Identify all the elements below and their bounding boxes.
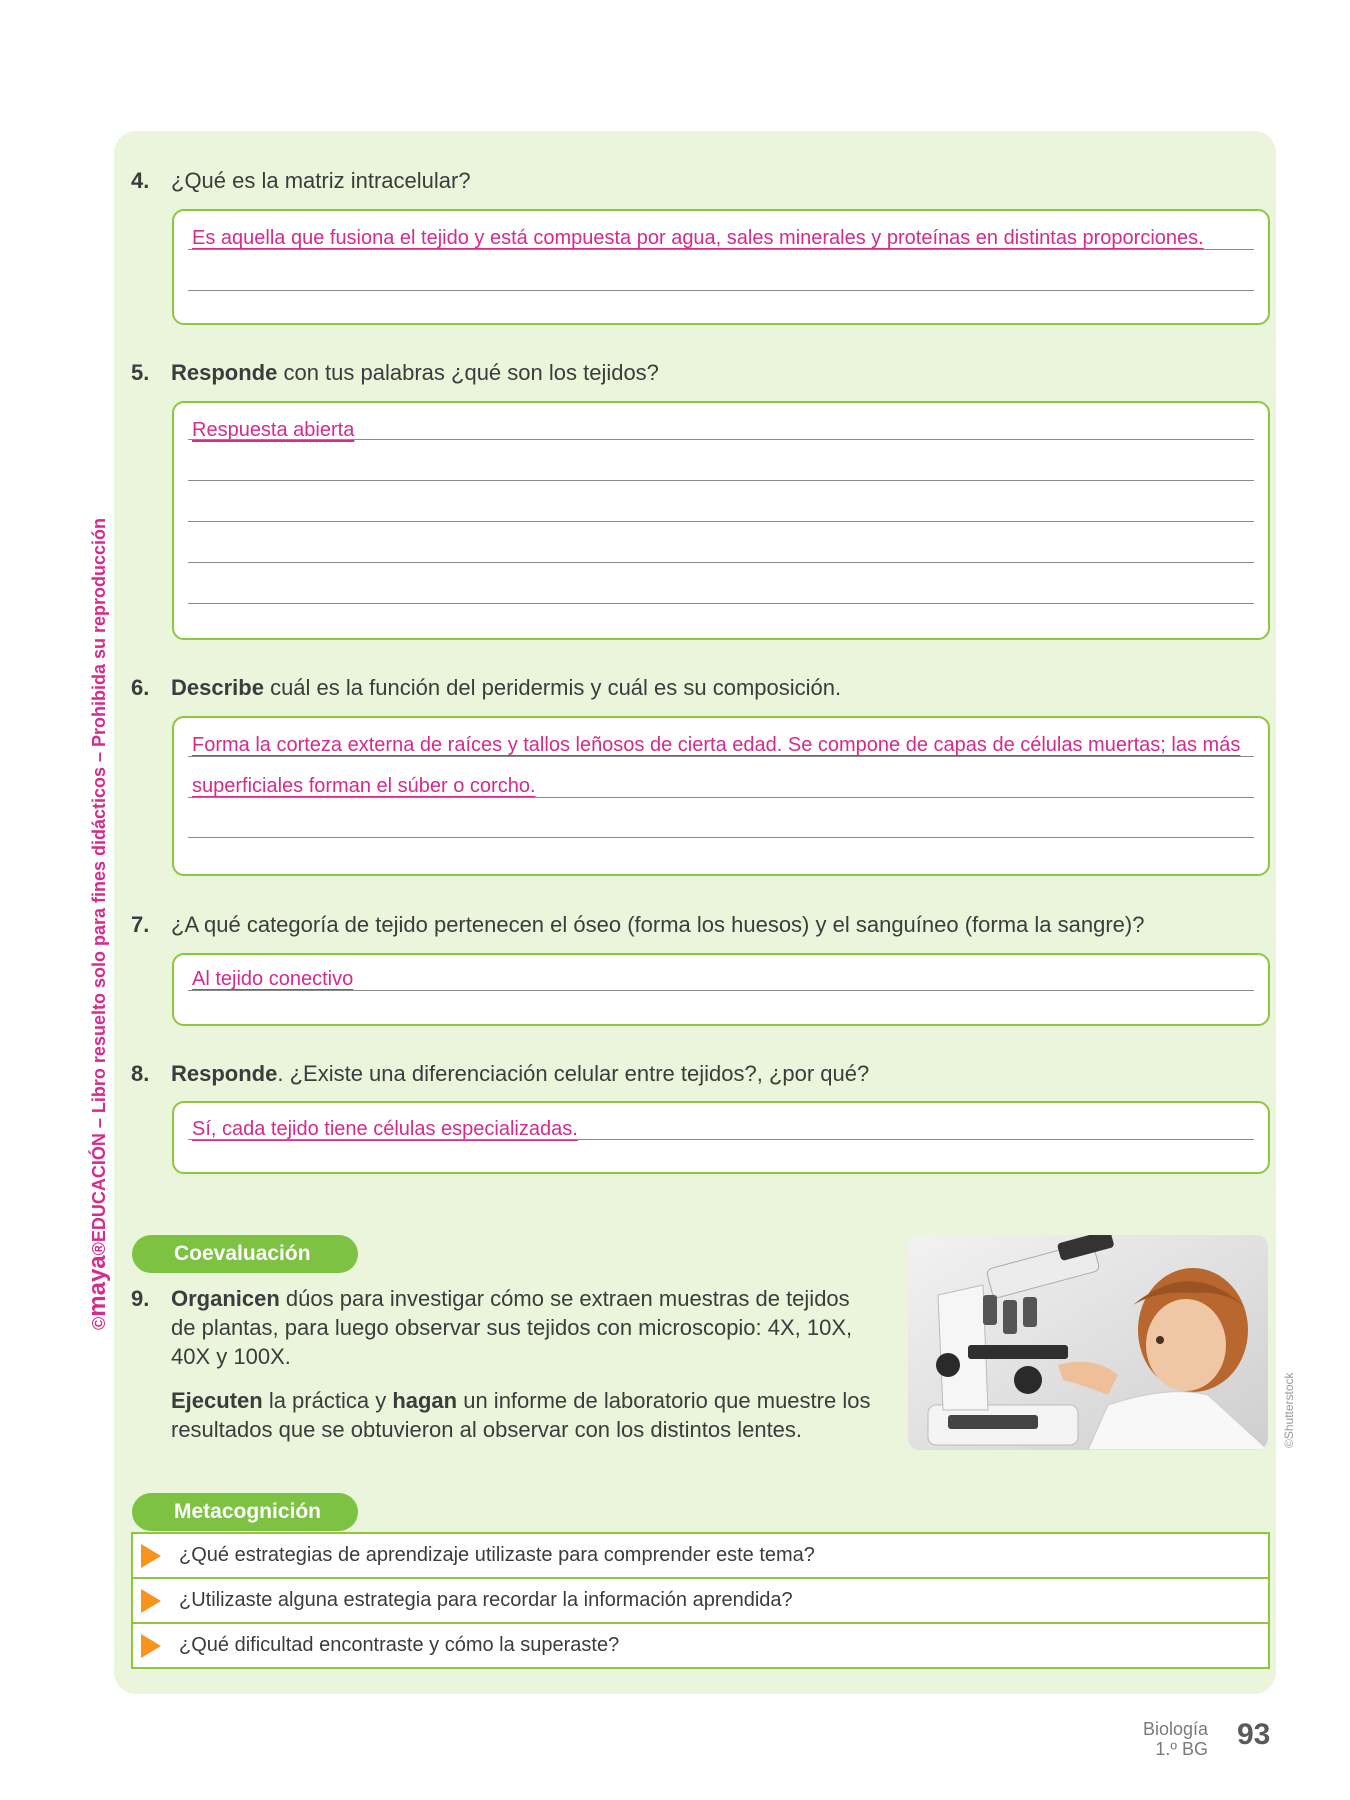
question-7 [131,912,1144,938]
answer-line [188,797,1254,798]
question-verb: hagan [392,1388,458,1413]
question-verb: Organicen [171,1286,280,1311]
orange-arrow-icon [141,1544,161,1568]
answer-line [188,990,1254,991]
answer-line [188,290,1254,291]
metacognition-row [133,1622,1268,1667]
photo-credit: ©Shutterstock [1282,1372,1296,1448]
question-text: . ¿Existe una diferenciación celular entre tejidos?, ¿por qué? [277,1061,870,1086]
answer-box-7[interactable] [172,953,1270,1026]
question-number: 5. [131,360,150,385]
answer-text: superficiales forman el súber o corcho. [192,775,536,797]
question-number: 9. [131,1286,150,1311]
answer-line [188,439,1254,440]
answer-line [188,562,1254,563]
question-number: 4. [131,168,150,193]
answer-line [188,249,1254,250]
answer-text: Es aquella que fusiona el tejido y está compuesta por agua, sales minerales y proteínas en distintas proporciones. [192,227,1204,249]
question-text: con tus palabras ¿qué son los tejidos? [277,360,659,385]
question-text: un informe de laboratorio que muestre los resultados que se obtuvieron al observar con los distintos lentes. [171,1388,871,1442]
copyright-symbol: © [89,1316,109,1330]
question-number: 6. [131,675,150,700]
orange-arrow-icon [141,1634,161,1658]
question-verb: Ejecuten [171,1388,263,1413]
question-5 [131,360,659,386]
answer-box-5[interactable] [172,401,1270,640]
question-verb: Describe [171,675,264,700]
page-number: 93 [1237,1718,1271,1751]
answer-text: Respuesta abierta [192,419,355,441]
question-verb: Responde [171,1061,278,1086]
question-text: cuál es la función del peridermis y cuál es su composición. [263,675,842,700]
question-text: ¿A qué categoría de tejido pertenecen el óseo (forma los huesos) y el sanguíneo (forma la sangre)? [171,912,1145,937]
metacognition-question: ¿Qué estrategias de aprendizaje utilizaste para comprender este tema? [179,1544,815,1566]
answer-box-4[interactable] [172,209,1270,325]
answer-line [188,837,1254,838]
question-text: ¿Qué es la matriz intracelular? [171,168,471,193]
metacognition-row [133,1577,1268,1622]
answer-text: Sí, cada tejido tiene células especializadas. [192,1118,578,1140]
coevaluacion-badge: Coevaluación [132,1235,358,1273]
grade-label: 1.º BG [1155,1739,1208,1759]
question-number: 7. [131,912,150,937]
answer-text: Al tejido conectivo [192,968,354,990]
metacognicion-badge: Metacognición [132,1493,358,1531]
copyright-text: EDUCACIÓN – Libro resuelto solo para fines didácticos – Prohibida su reproducción [89,517,109,1243]
question-4 [131,168,471,194]
orange-arrow-icon [141,1589,161,1613]
registered-symbol: ® [89,1242,109,1256]
question-text: la práctica y [262,1388,393,1413]
question-8 [131,1061,869,1087]
answer-box-6[interactable] [172,716,1270,876]
boy-microscope-illustration [908,1235,1268,1450]
question-9 [131,1284,871,1459]
question-text: dúos para investigar cómo se extraen muestras de tejidos de plantas, para luego observar sus tejidos con microscopio: 4X, 10X, 40X y 100X. [171,1286,853,1369]
subject-name: Biología [1142,1719,1208,1739]
question-verb: Responde [171,360,278,385]
footer-subject [1143,1719,1208,1759]
answer-text: Forma la corteza externa de raíces y tallos leñosos de cierta edad. Se compone de capas de células muertas; las más [192,734,1241,756]
answer-line [188,756,1254,757]
metacognition-table [131,1532,1270,1669]
metacognition-question: ¿Utilizaste alguna estrategia para recordar la información aprendida? [179,1589,793,1611]
copyright-sidebar [84,518,112,1330]
answer-box-8[interactable] [172,1101,1270,1174]
answer-line [188,1139,1254,1140]
question-9-paragraph-2 [171,1386,871,1444]
microscope-photo [908,1235,1268,1450]
question-9-paragraph-1 [171,1284,871,1371]
answer-line [188,521,1254,522]
question-6 [131,675,841,701]
brand-logo: maya [84,1255,111,1317]
metacognition-question: ¿Qué dificultad encontraste y cómo la superaste? [179,1634,620,1656]
metacognition-row [133,1534,1268,1577]
answer-line [188,603,1254,604]
answer-line [188,480,1254,481]
question-number: 8. [131,1061,150,1086]
